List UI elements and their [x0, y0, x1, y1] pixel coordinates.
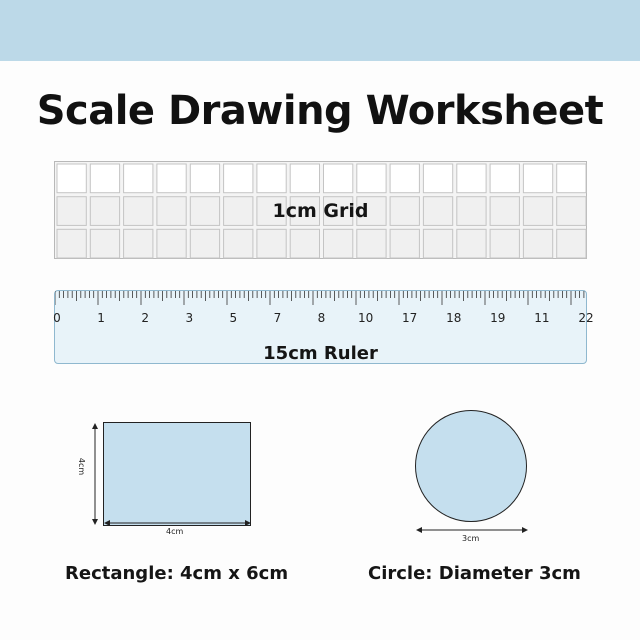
circle-diameter-label: 3cm: [462, 534, 480, 543]
rectangle-width-label: 4cm: [166, 527, 184, 536]
grid-cell: [557, 164, 586, 193]
ruler-number: 19: [490, 311, 506, 325]
grid-cell: [90, 164, 119, 193]
rectangle-dimension-arrows: [80, 412, 270, 542]
grid-cell: [423, 164, 452, 193]
ruler-number: 7: [273, 311, 282, 325]
ruler-number: 10: [357, 311, 374, 325]
cm-grid: [54, 161, 587, 259]
grid-cell: [557, 229, 586, 258]
grid-label: 1cm Grid: [272, 200, 369, 222]
grid-cell: [224, 164, 253, 193]
grid-cell: [490, 164, 519, 193]
grid-cell: [124, 229, 153, 258]
rectangle-caption: Rectangle: 4cm x 6cm: [65, 563, 289, 584]
ruler-number: 11: [534, 311, 550, 325]
grid-cell: [324, 229, 353, 258]
ruler-number: 5: [229, 311, 238, 325]
rectangle-height-label: 4cm: [77, 457, 87, 476]
circle-caption: Circle: Diameter 3cm: [368, 563, 581, 584]
grid-cell: [423, 229, 452, 258]
ruler-number: 1: [97, 311, 105, 325]
ruler-number: 8: [317, 311, 326, 325]
ruler-number: 2: [141, 311, 150, 325]
ruler: [53, 290, 594, 364]
grid-cell: [357, 164, 386, 193]
grid-cell: [290, 164, 319, 193]
top-banner: [0, 0, 640, 61]
grid-cell: [190, 164, 219, 193]
grid-cell: [324, 164, 353, 193]
grid-cell: [57, 229, 86, 258]
grid-cell: [390, 164, 419, 193]
grid-cell: [290, 229, 319, 258]
grid-cell: [90, 229, 119, 258]
ruler-number: 17: [402, 311, 418, 325]
circle-dimension-arrow: [405, 405, 540, 545]
circle-figure: [405, 405, 540, 545]
grid-cell: [390, 229, 419, 258]
rectangle-figure: [77, 412, 270, 542]
grid-cell: [57, 164, 86, 193]
grid-cell: [190, 229, 219, 258]
grid-cell: [157, 164, 186, 193]
grid-cell: [490, 229, 519, 258]
page-title: Scale Drawing Worksheet: [36, 88, 604, 134]
grid-cell: [523, 229, 552, 258]
grid-cell: [257, 164, 286, 193]
grid-cell: [157, 229, 186, 258]
grid-cell: [257, 229, 286, 258]
grid-cell: [357, 229, 386, 258]
grid-cell: [457, 229, 486, 258]
ruler-number: 3: [185, 311, 194, 325]
grid-cell: [457, 164, 486, 193]
grid-cell: [224, 229, 253, 258]
grid-cell: [124, 164, 153, 193]
grid-cell: [523, 164, 552, 193]
ruler-number: 18: [446, 311, 462, 325]
ruler-number: 22: [578, 311, 594, 325]
ruler-number: 0: [53, 311, 61, 325]
ruler-label: 15cm Ruler: [263, 343, 378, 364]
